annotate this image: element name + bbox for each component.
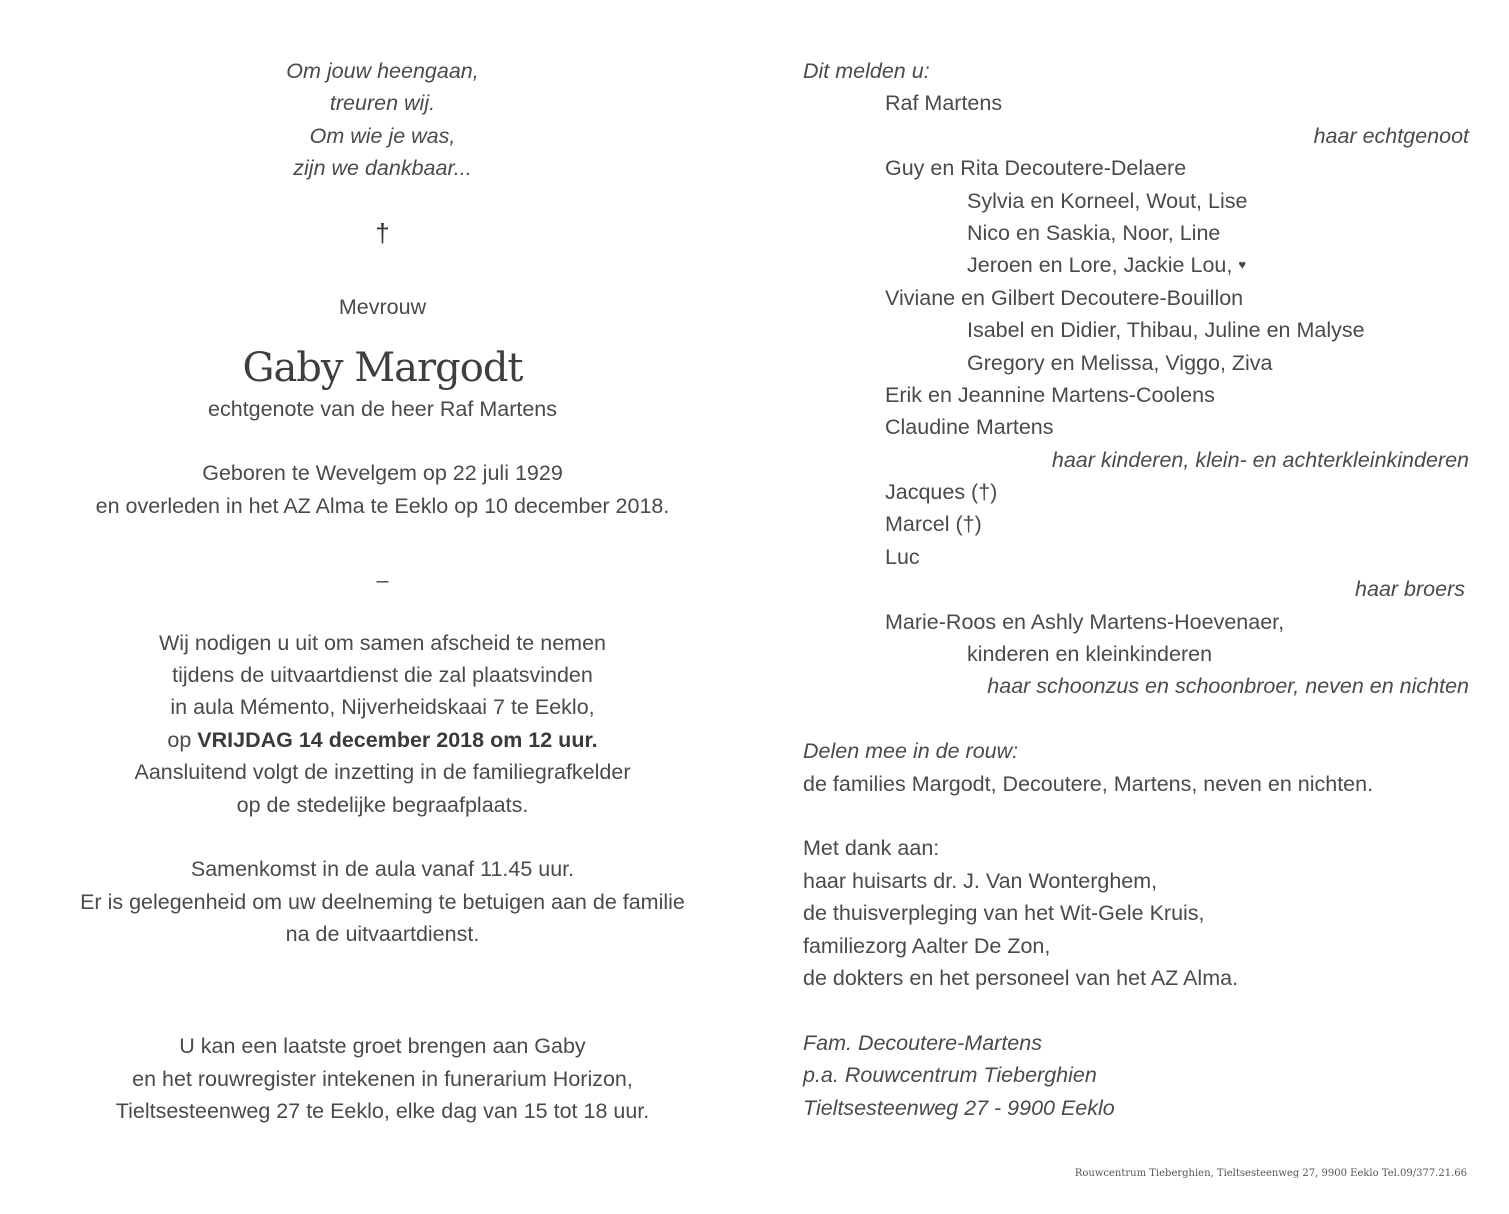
right-column xyxy=(803,55,1469,1124)
thanks-heading: Met dank aan: xyxy=(803,836,940,861)
invite-line: in aula Mémento, Nijverheidskaai 7 te Eeklo, xyxy=(170,695,595,720)
family-member: Sylvia en Korneel, Wout, Lise xyxy=(967,188,1248,213)
family-member-row xyxy=(803,249,1469,281)
intro-heading: Dit melden u: xyxy=(803,59,930,83)
visitation-info xyxy=(40,1030,725,1127)
family-member: Isabel en Didier, Thibau, Juline en Malyse xyxy=(967,318,1365,343)
gather-line: na de uitvaartdienst. xyxy=(285,921,480,946)
poem-line: zijn we dankbaar... xyxy=(293,156,472,181)
sender-line: Tieltsesteenweg 27 - 9900 Eeklo xyxy=(803,1095,1115,1120)
invite-line: op de stedelijke begraafplaats. xyxy=(236,792,529,817)
thanks-line: familiezorg Aalter De Zon, xyxy=(803,933,1051,958)
funeral-home-credit: Rouwcentrum Tieberghien, Tieltsesteenweg 27, 9900 Eeklo Tel.09/377.21.66 xyxy=(1074,1168,1467,1179)
inlaws-role: haar schoonzus en schoonbroer, neven en nichten xyxy=(987,674,1469,699)
honorific: Mevrouw xyxy=(338,294,427,319)
brother-name: Marcel (†) xyxy=(885,512,982,537)
invite-date-prefix: op xyxy=(167,727,192,752)
children-role: haar kinderen, klein- en achterkleinkinderen xyxy=(1051,447,1469,472)
heart-icon: ♥ xyxy=(1238,257,1247,273)
spacer xyxy=(803,703,1469,735)
thanks-line: de thuisverpleging van het Wit-Gele Kruis, xyxy=(803,901,1205,926)
spouse-line: echtgenote van de heer Raf Martens xyxy=(208,397,557,422)
cross-icon: † xyxy=(375,217,390,248)
inlaws-names: Marie-Roos en Ashly Martens-Hoevenaer, xyxy=(885,609,1285,634)
invite-line: Wij nodigen u uit om samen afscheid te nemen xyxy=(159,630,606,655)
life-dates xyxy=(40,457,725,522)
invite-date-line xyxy=(40,724,725,756)
invite-line: Aansluitend volgt de inzetting in de familiegrafkelder xyxy=(134,760,631,785)
invite-line: tijdens de uitvaartdienst die zal plaatsvinden xyxy=(172,663,593,688)
family-member: Viviane en Gilbert Decoutere-Bouillon xyxy=(885,285,1244,310)
family-member: Jeroen en Lore, Jackie Lou, xyxy=(967,253,1233,278)
thanks-line: haar huisarts dr. J. Van Wonterghem, xyxy=(803,868,1158,893)
family-member: Claudine Martens xyxy=(885,415,1054,440)
brother-name: Jacques (†) xyxy=(885,480,998,505)
poem xyxy=(40,55,725,185)
separator-dash: – xyxy=(376,568,389,593)
family-member: Guy en Rita Decoutere-Delaere xyxy=(885,156,1187,181)
spacer xyxy=(803,994,1469,1026)
gathering-info xyxy=(40,853,725,950)
poem-line: treuren wij. xyxy=(329,91,436,116)
funeral-date: VRIJDAG 14 december 2018 om 12 uur. xyxy=(197,727,598,752)
thanks-line: de dokters en het personeel van het AZ Alma. xyxy=(803,965,1239,990)
visit-line: en het rouwregister intekenen in funerarium Horizon, xyxy=(132,1066,633,1091)
gather-line: Er is gelegenheid om uw deelneming te betuigen aan de familie xyxy=(80,889,685,914)
family-member: Nico en Saskia, Noor, Line xyxy=(967,220,1221,245)
brothers-role: haar broers xyxy=(1355,577,1465,602)
visit-line: Tieltsesteenweg 27 te Eeklo, elke dag van 15 tot 18 uur. xyxy=(115,1099,650,1124)
left-column xyxy=(40,55,725,1128)
poem-line: Om jouw heengaan, xyxy=(286,59,479,83)
family-member: Erik en Jeannine Martens-Coolens xyxy=(885,382,1215,407)
deceased-name: Gaby Margodt xyxy=(242,345,523,392)
family-member: Gregory en Melissa, Viggo, Ziva xyxy=(967,350,1273,375)
husband-name: Raf Martens xyxy=(885,91,1003,116)
inlaws-children: kinderen en kleinkinderen xyxy=(967,642,1213,667)
husband-role: haar echtgenoot xyxy=(1313,123,1469,148)
share-heading: Delen mee in de rouw: xyxy=(803,739,1019,764)
sender-line: p.a. Rouwcentrum Tieberghien xyxy=(803,1063,1097,1088)
share-text: de families Margodt, Decoutere, Martens, neven en nichten. xyxy=(803,771,1374,796)
brother-name: Luc xyxy=(885,544,920,569)
born-line: Geboren te Wevelgem op 22 juli 1929 xyxy=(202,461,563,486)
sender-line: Fam. Decoutere-Martens xyxy=(803,1030,1042,1055)
funeral-invitation xyxy=(40,627,725,821)
visit-line: U kan een laatste groet brengen aan Gaby xyxy=(179,1034,586,1059)
died-line: en overleden in het AZ Alma te Eeklo op 10 december 2018. xyxy=(95,493,670,518)
poem-line: Om wie je was, xyxy=(309,123,456,148)
gather-line: Samenkomst in de aula vanaf 11.45 uur. xyxy=(190,857,575,882)
spacer xyxy=(803,800,1469,832)
